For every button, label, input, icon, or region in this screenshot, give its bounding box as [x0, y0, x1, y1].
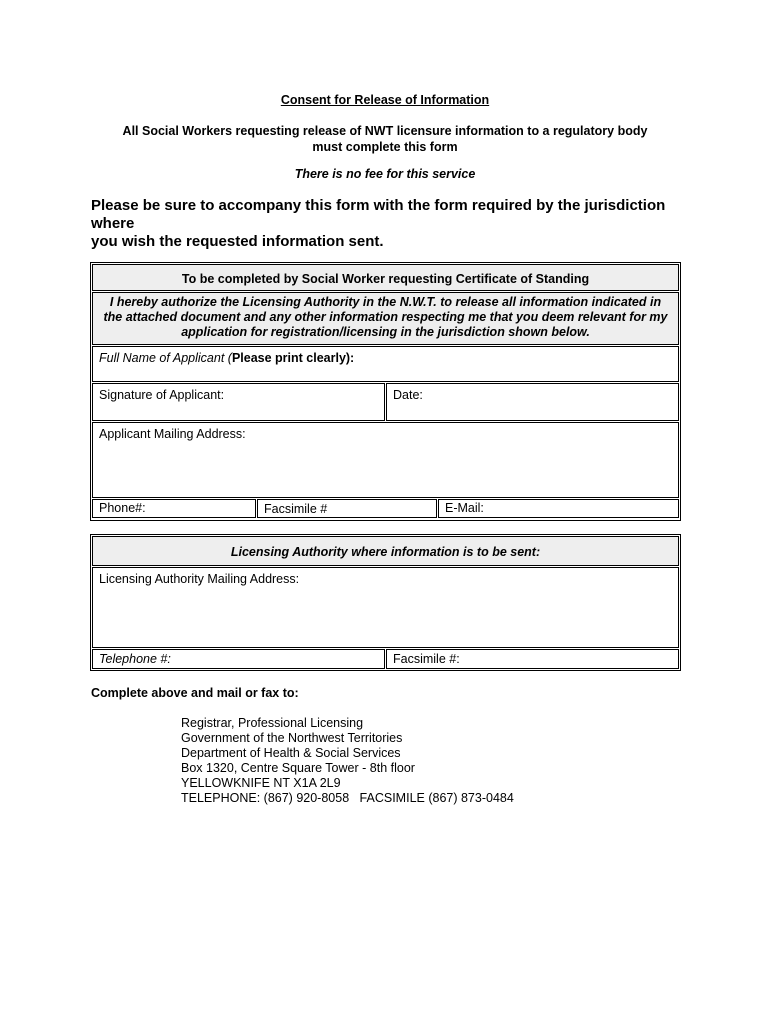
authority-telephone-label: Telephone #: [99, 652, 171, 666]
address-line-4: Box 1320, Centre Square Tower - 8th floor [181, 761, 415, 775]
licensing-authority-section [90, 534, 681, 671]
address-line-1: Registrar, Professional Licensing [181, 716, 364, 730]
subtitle-line-2: must complete this form [312, 140, 458, 154]
phone-label: Phone#: [99, 501, 146, 515]
address-line-2: Government of the Northwest Territories [181, 731, 403, 745]
signature-label: Signature of Applicant: [99, 388, 225, 402]
mail-instructions-heading: Complete above and mail or fax to: [91, 686, 299, 700]
licensing-authority-heading: Licensing Authority where information is to be sent: [92, 536, 679, 566]
email-label: E-Mail: [445, 501, 484, 515]
signature-field[interactable] [92, 383, 385, 421]
notice-line-1: Please be sure to accompany this form with the form required by the jurisdiction where [91, 197, 666, 232]
phone-field[interactable] [92, 499, 256, 518]
form-subtitle [100, 123, 670, 155]
full-name-field[interactable] [92, 346, 679, 382]
no-fee-note: There is no fee for this service [294, 167, 476, 181]
authority-mailing-address-label: Licensing Authority Mailing Address: [99, 572, 300, 586]
applicant-mailing-address-field[interactable] [92, 422, 679, 498]
date-label: Date: [393, 388, 423, 402]
authority-telephone-field[interactable] [92, 649, 385, 669]
notice-line-2: you wish the requested information sent. [91, 233, 384, 250]
email-field[interactable] [438, 499, 679, 518]
mailing-address-block [181, 716, 514, 806]
form-title: Consent for Release of Information [280, 93, 490, 107]
address-line-3: Department of Health & Social Services [181, 746, 401, 760]
accompany-notice [91, 197, 691, 251]
date-field[interactable] [386, 383, 679, 421]
address-line-6: TELEPHONE: (867) 920-8058 FACSIMILE (867) 873-0484 [181, 791, 514, 805]
address-line-5: YELLOWKNIFE NT X1A 2L9 [181, 776, 341, 790]
auth-line-3: application for registration/licensing in the jurisdiction shown below. [181, 325, 590, 339]
authority-fax-field[interactable] [386, 649, 679, 669]
auth-line-2: the attached document and any other information respecting me that you deem relevant for my [103, 310, 668, 324]
applicant-section [90, 262, 681, 521]
full-name-label-bold: Please print clearly): [231, 351, 355, 365]
authority-fax-label: Facsimile #: [393, 652, 460, 666]
subtitle-line-1: All Social Workers requesting release of NWT licensure information to a regulatory body [122, 124, 648, 138]
applicant-fax-label: Facsimile # [264, 502, 328, 516]
applicant-section-heading: To be completed by Social Worker requesting Certificate of Standing [92, 264, 679, 291]
applicant-mailing-address-label: Applicant Mailing Address: [99, 427, 246, 441]
authority-mailing-address-field[interactable] [92, 567, 679, 648]
auth-line-1: I hereby authorize the Licensing Authority in the N.W.T. to release all information indicated in [109, 295, 662, 309]
authorization-statement [92, 292, 679, 345]
full-name-label-italic: Full Name of Applicant ( [99, 351, 232, 365]
applicant-fax-field[interactable] [257, 499, 437, 518]
